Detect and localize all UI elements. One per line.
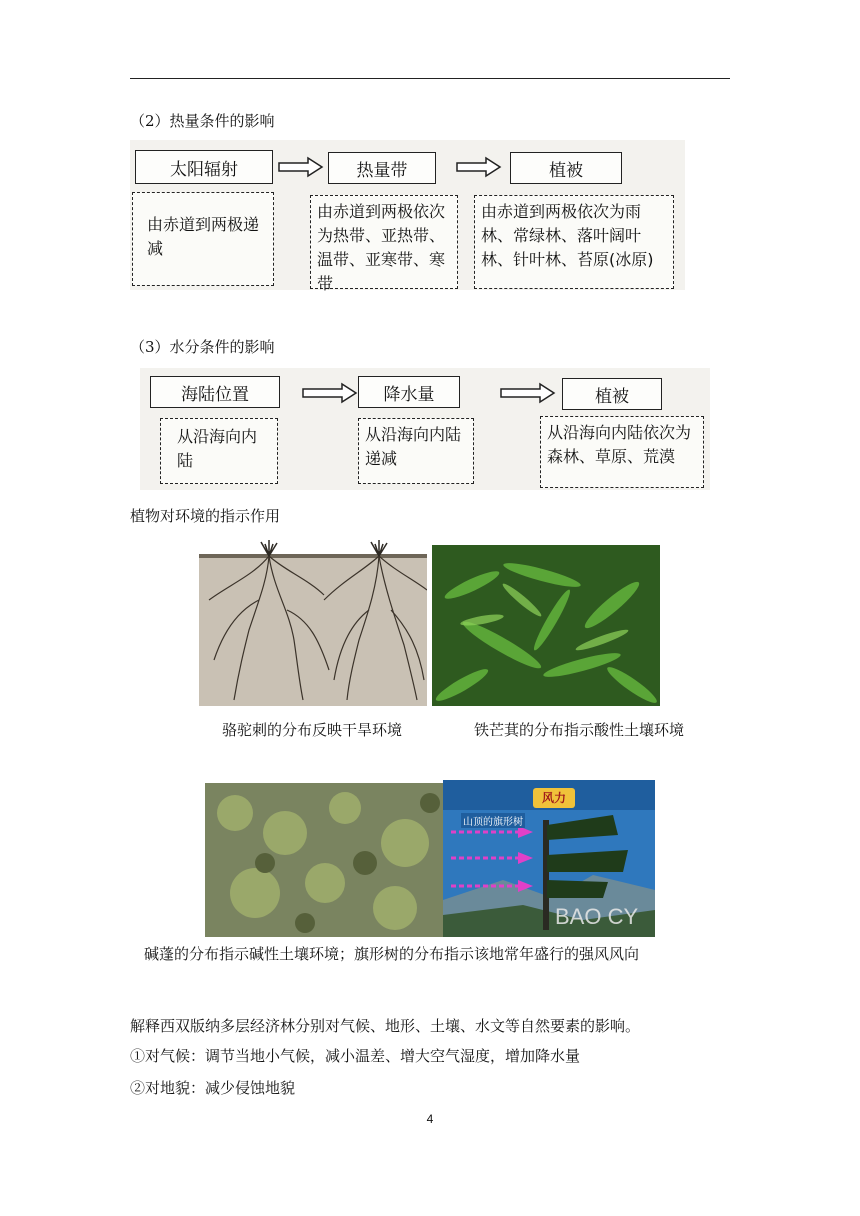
solar-radiation-box: 太阳辐射 bbox=[135, 150, 273, 184]
caption-camel-thorn: 骆驼刺的分布反映干旱环境 bbox=[222, 721, 403, 739]
fern-image bbox=[432, 545, 660, 706]
xishuangbanna-paragraph: 解释西双版纳多层经济林分别对气候、地形、土壤、水文等自然要素的影响。 bbox=[130, 1017, 641, 1035]
water-heading: （3）水分条件的影响 bbox=[130, 338, 275, 356]
camel-thorn-roots-image bbox=[199, 540, 427, 706]
suaeda-illustration bbox=[205, 783, 443, 937]
arrow-right-icon bbox=[302, 382, 358, 404]
item-landform: ②对地貌：减少侵蚀地貌 bbox=[130, 1079, 296, 1097]
arrow-right-icon bbox=[500, 382, 556, 404]
header-rule bbox=[130, 78, 730, 79]
fern-illustration bbox=[432, 545, 660, 706]
water-diagram bbox=[140, 368, 710, 490]
caption-row2: 碱蓬的分布指示碱性土壤环境；旗形树的分布指示该地常年盛行的强风风向 bbox=[144, 945, 640, 963]
heat-zone-box: 热量带 bbox=[328, 152, 436, 184]
roots-illustration bbox=[199, 540, 427, 706]
heat-heading: （2）热量条件的影响 bbox=[130, 112, 275, 130]
arrow-right-icon bbox=[278, 156, 324, 178]
page-number: 4 bbox=[426, 1112, 434, 1126]
indicator-title: 植物对环境的指示作用 bbox=[130, 507, 281, 525]
caption-fern: 铁芒萁的分布指示酸性土壤环境 bbox=[474, 721, 685, 739]
watermark: BAO CY bbox=[555, 904, 639, 929]
vegetation-box-2: 植被 bbox=[562, 378, 662, 410]
water-desc-2: 从沿海向内陆递减 bbox=[358, 418, 474, 484]
heat-desc-2: 由赤道到两极依次为热带、亚热带、温带、亚寒带、寒带 bbox=[310, 195, 458, 289]
land-sea-box: 海陆位置 bbox=[150, 376, 280, 408]
water-desc-1: 从沿海向内陆 bbox=[160, 418, 278, 484]
flag-tree-label: 山顶的旗形树 bbox=[461, 813, 525, 828]
heat-desc-3: 由赤道到两极依次为雨林、常绿林、落叶阔叶林、针叶林、苔原(冰原) bbox=[474, 195, 674, 289]
water-desc-3: 从沿海向内陆依次为森林、草原、荒漠 bbox=[540, 416, 704, 488]
heat-diagram bbox=[130, 140, 685, 293]
precipitation-box: 降水量 bbox=[358, 376, 460, 408]
flag-tree-image bbox=[443, 780, 655, 937]
arrow-right-icon bbox=[456, 156, 502, 178]
vegetation-box: 植被 bbox=[510, 152, 622, 184]
wind-badge: 风力 bbox=[541, 791, 566, 805]
item-climate: ①对气候：调节当地小气候，减小温差、增大空气湿度，增加降水量 bbox=[130, 1047, 581, 1065]
heat-desc-1: 由赤道到两极递减 bbox=[132, 192, 274, 286]
suaeda-image bbox=[205, 783, 443, 937]
